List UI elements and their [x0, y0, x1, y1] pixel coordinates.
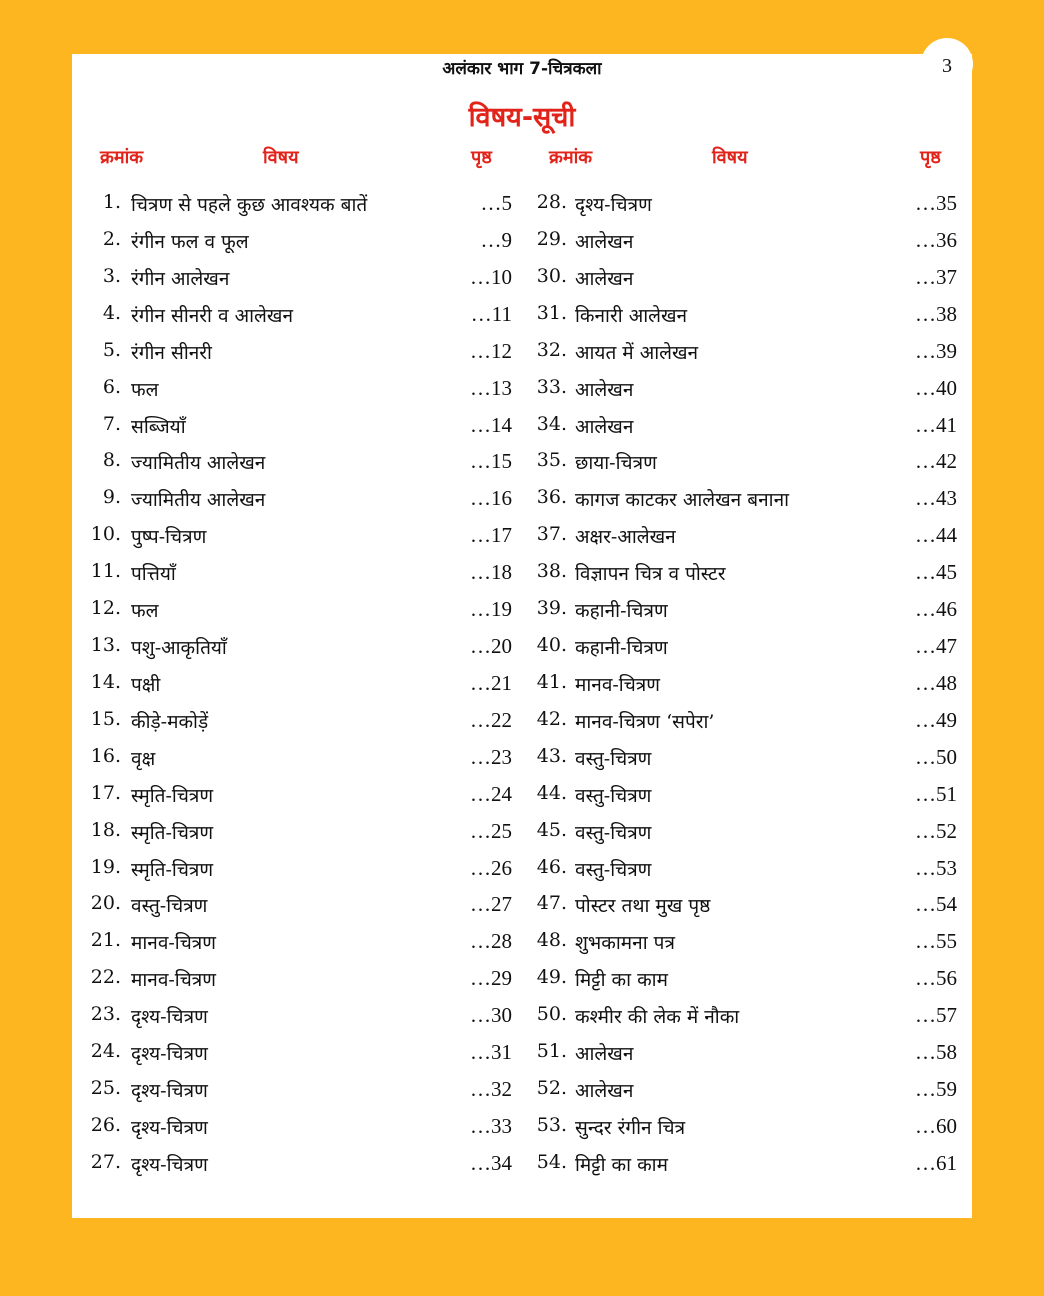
toc-entry-title: कागज काटकर आलेखन बनाना — [575, 489, 790, 511]
toc-entry-title: मानव-चित्रण — [575, 674, 661, 696]
toc-entry-title: ज्यामितीय आलेखन — [131, 489, 266, 511]
toc-entry-number: 13. — [90, 634, 121, 656]
toc-entry — [0, 523, 1044, 553]
toc-entry-title: कीड़े-मकोड़ें — [131, 711, 209, 733]
left-column-page-header: पृष्ठ — [471, 147, 492, 168]
toc-entry-title: वस्तु-चित्रण — [575, 785, 652, 807]
toc-entry-page: …41 — [915, 413, 957, 437]
toc-entry-number: 33. — [536, 376, 567, 398]
toc-entry — [0, 819, 1044, 849]
toc-entry-title: मानव-चित्रण — [131, 932, 217, 954]
toc-entry-number: 49. — [536, 966, 567, 988]
toc-entry-title: रंगीन सीनरी व आलेखन — [131, 305, 294, 327]
toc-entry — [0, 560, 1044, 590]
toc-entry — [0, 1003, 1044, 1033]
toc-entry-title: मिट्टी का काम — [575, 969, 668, 991]
toc-entry-page: …21 — [470, 671, 512, 695]
toc-entry-title: आलेखन — [575, 1043, 634, 1065]
toc-entry-title: मिट्टी का काम — [575, 1154, 668, 1176]
toc-entry-number: 6. — [102, 376, 121, 398]
toc-entry-number: 42. — [536, 708, 567, 730]
toc-entry-title: दृश्य-चित्रण — [131, 1154, 208, 1176]
toc-entry-page: …61 — [915, 1151, 957, 1175]
toc-entry-number: 31. — [536, 302, 567, 324]
toc-entry-page: …15 — [470, 449, 512, 473]
toc-entry-title: आलेखन — [575, 416, 634, 438]
toc-entry — [0, 671, 1044, 701]
toc-entry-page: …16 — [470, 486, 512, 510]
toc-entry-number: 19. — [90, 856, 121, 878]
toc-entry-title: कहानी-चित्रण — [575, 637, 668, 659]
toc-entry-page: …20 — [470, 634, 512, 658]
toc-entry-title: आलेखन — [575, 379, 634, 401]
toc-entry-number: 50. — [536, 1003, 567, 1025]
toc-entry-title: सब्जियाँ — [131, 416, 186, 438]
toc-entry-page: …10 — [470, 265, 512, 289]
toc-entry — [0, 1040, 1044, 1070]
toc-entry — [0, 782, 1044, 812]
toc-entry-title: किनारी आलेखन — [575, 305, 688, 327]
toc-entry-number: 54. — [536, 1151, 567, 1173]
toc-entry — [0, 1151, 1044, 1181]
toc-entry-page: …36 — [915, 228, 957, 252]
toc-entry-title: मानव-चित्रण — [131, 969, 217, 991]
toc-entry — [0, 486, 1044, 516]
right-column-page-header: पृष्ठ — [920, 147, 941, 168]
toc-entry-title: रंगीन आलेखन — [131, 268, 230, 290]
toc-entry-number: 18. — [90, 819, 121, 841]
toc-entry-title: दृश्य-चित्रण — [131, 1117, 208, 1139]
toc-entry-number: 17. — [90, 782, 121, 804]
toc-entry-number: 25. — [90, 1077, 121, 1099]
toc-entry-number: 21. — [90, 929, 121, 951]
toc-entry-number: 15. — [90, 708, 121, 730]
toc-entry-title: फल — [131, 379, 159, 401]
toc-entry-title: रंगीन फल व फूल — [131, 231, 249, 253]
toc-entry-number: 32. — [536, 339, 567, 361]
toc-entry-title: दृश्य-चित्रण — [131, 1006, 208, 1028]
toc-entry-page: …11 — [470, 302, 512, 326]
toc-entry-page: …32 — [470, 1077, 512, 1101]
toc-entry — [0, 449, 1044, 479]
toc-entry-page: …37 — [915, 265, 957, 289]
toc-entry — [0, 929, 1044, 959]
toc-entry — [0, 1114, 1044, 1144]
toc-entry-number: 48. — [536, 929, 567, 951]
right-column-serial-header: क्रमांक — [549, 147, 593, 168]
toc-entry-title: स्मृति-चित्रण — [131, 822, 214, 844]
toc-entry-page: …45 — [915, 560, 957, 584]
toc-entry-page: …58 — [915, 1040, 957, 1064]
toc-entry-page: …60 — [915, 1114, 957, 1138]
toc-entry-title: शुभकामना पत्र — [575, 932, 675, 954]
toc-entry-number: 38. — [536, 560, 567, 582]
toc-entry-page: …34 — [470, 1151, 512, 1175]
toc-entry-page: …56 — [915, 966, 957, 990]
toc-entry-number: 53. — [536, 1114, 567, 1136]
toc-entry-page: …46 — [915, 597, 957, 621]
toc-entry-page: …23 — [470, 745, 512, 769]
toc-entry-number: 52. — [536, 1077, 567, 1099]
toc-entry-number: 10. — [90, 523, 121, 545]
toc-entry — [0, 1077, 1044, 1107]
toc-entry-number: 12. — [90, 597, 121, 619]
page-number-badge: 3 — [921, 38, 973, 90]
toc-entry-page: …22 — [470, 708, 512, 732]
toc-entry-title: आलेखन — [575, 268, 634, 290]
toc-entry-title: पक्षी — [131, 674, 161, 696]
toc-entry-page: …12 — [470, 339, 512, 363]
toc-entry-page: …5 — [480, 191, 512, 215]
toc-entry-page: …19 — [470, 597, 512, 621]
toc-entry — [0, 892, 1044, 922]
toc-entry-number: 16. — [90, 745, 121, 767]
toc-entry-title: कहानी-चित्रण — [575, 600, 668, 622]
toc-entry — [0, 413, 1044, 443]
toc-entry-page: …17 — [470, 523, 512, 547]
toc-entry-number: 22. — [90, 966, 121, 988]
toc-entry-title: कश्मीर की लेक में नौका — [575, 1006, 740, 1028]
toc-entry-title: आलेखन — [575, 231, 634, 253]
toc-entry-number: 7. — [102, 413, 121, 435]
toc-entry-title: स्मृति-चित्रण — [131, 859, 214, 881]
toc-entry-number: 28. — [536, 191, 567, 213]
toc-entry — [0, 745, 1044, 775]
toc-entry-number: 44. — [536, 782, 567, 804]
toc-entry — [0, 966, 1044, 996]
toc-entry — [0, 265, 1044, 295]
toc-entry-page: …48 — [915, 671, 957, 695]
toc-entry-title: पशु-आकृतियाँ — [131, 637, 227, 659]
toc-entry-number: 24. — [90, 1040, 121, 1062]
toc-entry-page: …50 — [915, 745, 957, 769]
toc-entry-page: …28 — [470, 929, 512, 953]
toc-entry-title: पत्तियाँ — [131, 563, 176, 585]
toc-entry-number: 39. — [536, 597, 567, 619]
toc-entry-title: पोस्टर तथा मुख पृष्ठ — [575, 895, 711, 917]
toc-entry-title: वृक्ष — [131, 748, 156, 770]
toc-entry-page: …30 — [470, 1003, 512, 1027]
toc-entry-number: 11. — [90, 560, 121, 582]
toc-entry — [0, 634, 1044, 664]
toc-entry-page: …27 — [470, 892, 512, 916]
toc-entry-title: आलेखन — [575, 1080, 634, 1102]
toc-entry-page: …33 — [470, 1114, 512, 1138]
toc-entry — [0, 302, 1044, 332]
toc-entry-page: …54 — [915, 892, 957, 916]
toc-entry-title: ज्यामितीय आलेखन — [131, 452, 266, 474]
toc-entry-number: 36. — [536, 486, 567, 508]
toc-entry — [0, 376, 1044, 406]
toc-entry — [0, 708, 1044, 738]
toc-entry-number: 51. — [536, 1040, 567, 1062]
toc-entry-title: मानव-चित्रण ‘सपेरा’ — [575, 711, 715, 733]
toc-entry-title: वस्तु-चित्रण — [575, 859, 652, 881]
toc-entry — [0, 856, 1044, 886]
toc-entry-number: 34. — [536, 413, 567, 435]
toc-entry-number: 35. — [536, 449, 567, 471]
toc-entry-number: 14. — [90, 671, 121, 693]
toc-entry-number: 26. — [90, 1114, 121, 1136]
toc-entry-page: …47 — [915, 634, 957, 658]
toc-entry-number: 46. — [536, 856, 567, 878]
toc-entry-number: 20. — [90, 892, 121, 914]
toc-entry-page: …26 — [470, 856, 512, 880]
toc-entry-title: अक्षर-आलेखन — [575, 526, 676, 548]
toc-entry-page: …59 — [915, 1077, 957, 1101]
toc-entry-title: चित्रण से पहले कुछ आवश्यक बातें — [131, 194, 368, 216]
toc-entry-title: पुष्प-चित्रण — [131, 526, 207, 548]
toc-entry — [0, 597, 1044, 627]
toc-entry — [0, 228, 1044, 258]
toc-entry — [0, 191, 1044, 221]
toc-entry-page: …25 — [470, 819, 512, 843]
toc-entry-page: …51 — [915, 782, 957, 806]
toc-entry-page: …43 — [915, 486, 957, 510]
toc-entry-page: …44 — [915, 523, 957, 547]
toc-entry-page: …52 — [915, 819, 957, 843]
toc-entry-page: …42 — [915, 449, 957, 473]
toc-entry-title: विज्ञापन चित्र व पोस्टर — [575, 563, 726, 585]
right-column-subject-header: विषय — [712, 147, 748, 168]
left-column-serial-header: क्रमांक — [100, 147, 144, 168]
toc-entry-title: फल — [131, 600, 159, 622]
toc-entry-title: स्मृति-चित्रण — [131, 785, 214, 807]
toc-entry — [0, 339, 1044, 369]
toc-entry-page: …53 — [915, 856, 957, 880]
toc-entry-page: …39 — [915, 339, 957, 363]
toc-entry-number: 9. — [102, 486, 121, 508]
toc-entry-title: दृश्य-चित्रण — [131, 1043, 208, 1065]
toc-entry-page: …40 — [915, 376, 957, 400]
toc-entry-page: …24 — [470, 782, 512, 806]
toc-entry-page: …35 — [915, 191, 957, 215]
toc-entry-number: 8. — [102, 449, 121, 471]
toc-entry-number: 40. — [536, 634, 567, 656]
toc-entry-page: …31 — [470, 1040, 512, 1064]
running-header-title: अलंकार भाग 7-चित्रकला — [442, 59, 602, 79]
toc-entry-number: 2. — [102, 228, 121, 250]
toc-entry-title: छाया-चित्रण — [575, 452, 657, 474]
toc-entry-title: वस्तु-चित्रण — [575, 748, 652, 770]
toc-entry-page: …57 — [915, 1003, 957, 1027]
toc-entry-title: रंगीन सीनरी — [131, 342, 212, 364]
toc-entry-number: 43. — [536, 745, 567, 767]
toc-entry-page: …9 — [480, 228, 512, 252]
toc-entry-number: 47. — [536, 892, 567, 914]
toc-entry-page: …13 — [470, 376, 512, 400]
toc-entry-page: …18 — [470, 560, 512, 584]
toc-entry-title: दृश्य-चित्रण — [131, 1080, 208, 1102]
toc-entry-number: 30. — [536, 265, 567, 287]
toc-entry-number: 29. — [536, 228, 567, 250]
toc-entry-page: …29 — [470, 966, 512, 990]
toc-entry-page: …14 — [470, 413, 512, 437]
toc-entry-page: …49 — [915, 708, 957, 732]
left-column-subject-header: विषय — [263, 147, 299, 168]
toc-entry-title: दृश्य-चित्रण — [575, 194, 652, 216]
toc-entry-number: 41. — [536, 671, 567, 693]
toc-entry-number: 4. — [102, 302, 121, 324]
toc-entry-number: 45. — [536, 819, 567, 841]
toc-entry-number: 5. — [102, 339, 121, 361]
toc-entry-page: …38 — [915, 302, 957, 326]
toc-entry-title: आयत में आलेखन — [575, 342, 699, 364]
toc-entry-number: 1. — [102, 191, 121, 213]
toc-entry-number: 23. — [90, 1003, 121, 1025]
toc-entry-number: 37. — [536, 523, 567, 545]
toc-entry-page: …55 — [915, 929, 957, 953]
toc-entry-title: सुन्दर रंगीन चित्र — [575, 1117, 686, 1139]
toc-entry-title: वस्तु-चित्रण — [131, 895, 208, 917]
toc-title: विषय-सूची — [468, 102, 576, 133]
toc-entry-title: वस्तु-चित्रण — [575, 822, 652, 844]
toc-entry-number: 27. — [90, 1151, 121, 1173]
toc-entry-number: 3. — [102, 265, 121, 287]
